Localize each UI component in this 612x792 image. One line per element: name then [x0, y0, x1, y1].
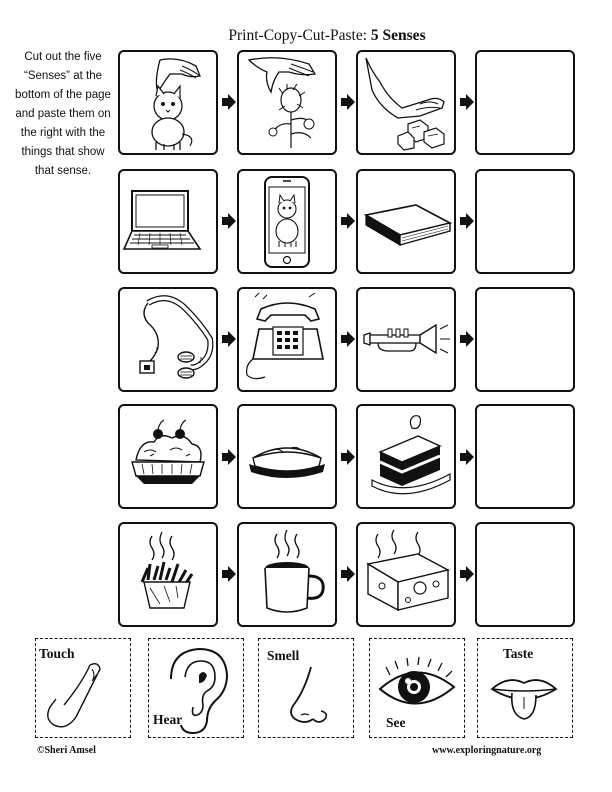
- picture-hand-petting-kitten: [118, 50, 218, 155]
- arrow-icon: [460, 331, 474, 347]
- copyright-text: ©Sheri Amsel: [37, 745, 96, 756]
- svg-text:♪: ♪: [154, 346, 160, 355]
- sense-label-see: See: [386, 715, 406, 730]
- instructions-text: Cut out the five “Senses” at the bottom of the page and paste them on the right with the things that show that sense.: [15, 51, 111, 177]
- paste-box-touch[interactable]: [475, 50, 575, 155]
- sense-card-see[interactable]: [369, 638, 465, 738]
- cake-slice-icon: [358, 406, 454, 507]
- picture-laptop: [118, 169, 218, 274]
- svg-text:♪: ♪: [198, 356, 204, 365]
- arrow-icon: [341, 331, 355, 347]
- arrow-icon: [341, 449, 355, 465]
- picture-sundae: [118, 404, 218, 509]
- arrow-icon: [222, 94, 236, 110]
- book-icon: [358, 171, 454, 272]
- sense-card-taste[interactable]: [477, 638, 573, 738]
- sense-label-hear: Hear: [153, 712, 183, 727]
- paste-box-sight[interactable]: [475, 169, 575, 274]
- arrow-icon: [341, 566, 355, 582]
- sense-card-touch[interactable]: [35, 638, 131, 738]
- steaming-mug-icon: [239, 524, 335, 625]
- arrow-icon: [222, 331, 236, 347]
- ice-cream-sundae-icon: [120, 406, 216, 507]
- arrow-icon: [460, 566, 474, 582]
- pie-icon: [239, 406, 335, 507]
- arrow-icon: [222, 566, 236, 582]
- sense-card-smell[interactable]: [258, 638, 354, 738]
- arrow-icon: [460, 213, 474, 229]
- picture-hand-touching-thistle: [237, 50, 337, 155]
- arrow-icon: [341, 213, 355, 229]
- title-prefix: Print-Copy-Cut-Paste:: [228, 27, 368, 44]
- picture-headphones: [118, 287, 218, 392]
- picture-book: [356, 169, 456, 274]
- arrow-icon: [460, 94, 474, 110]
- picture-fries: [118, 522, 218, 627]
- picture-trumpet: [356, 287, 456, 392]
- arrow-icon: [222, 449, 236, 465]
- sense-label-taste: Taste: [503, 646, 534, 661]
- smartphone-kitten-photo-icon: [239, 171, 335, 272]
- picture-cake-slice: [356, 404, 456, 509]
- paste-box-taste[interactable]: [475, 404, 575, 509]
- arrow-icon: [222, 213, 236, 229]
- picture-hand-touching-ice: [356, 50, 456, 155]
- picture-cheese: [356, 522, 456, 627]
- laptop-icon: [120, 171, 216, 272]
- page-title: [42, 27, 612, 45]
- eye-icon: [370, 639, 463, 736]
- steaming-fries-icon: [120, 524, 216, 625]
- arrow-icon: [341, 94, 355, 110]
- paste-box-hearing[interactable]: [475, 287, 575, 392]
- title-bold: 5 Senses: [370, 27, 426, 44]
- picture-mug: [237, 522, 337, 627]
- hand-touching-ice-cubes-icon: [358, 52, 454, 153]
- trumpet-icon: [358, 289, 454, 390]
- sense-label-touch: Touch: [39, 646, 75, 661]
- hand-touching-thistle-icon: [239, 52, 335, 153]
- smelly-cheese-icon: [358, 524, 454, 625]
- picture-telephone: [237, 287, 337, 392]
- website-text: www.exploringnature.org: [432, 745, 542, 756]
- picture-smartphone: [237, 169, 337, 274]
- picture-pie: [237, 404, 337, 509]
- telephone-icon: [239, 289, 335, 390]
- arrow-icon: [460, 449, 474, 465]
- headphones-icon: [120, 289, 216, 390]
- hand-petting-kitten-icon: [120, 52, 216, 153]
- paste-box-smell[interactable]: [475, 522, 575, 627]
- sense-card-hear[interactable]: [148, 638, 244, 738]
- sense-label-smell: Smell: [267, 648, 300, 663]
